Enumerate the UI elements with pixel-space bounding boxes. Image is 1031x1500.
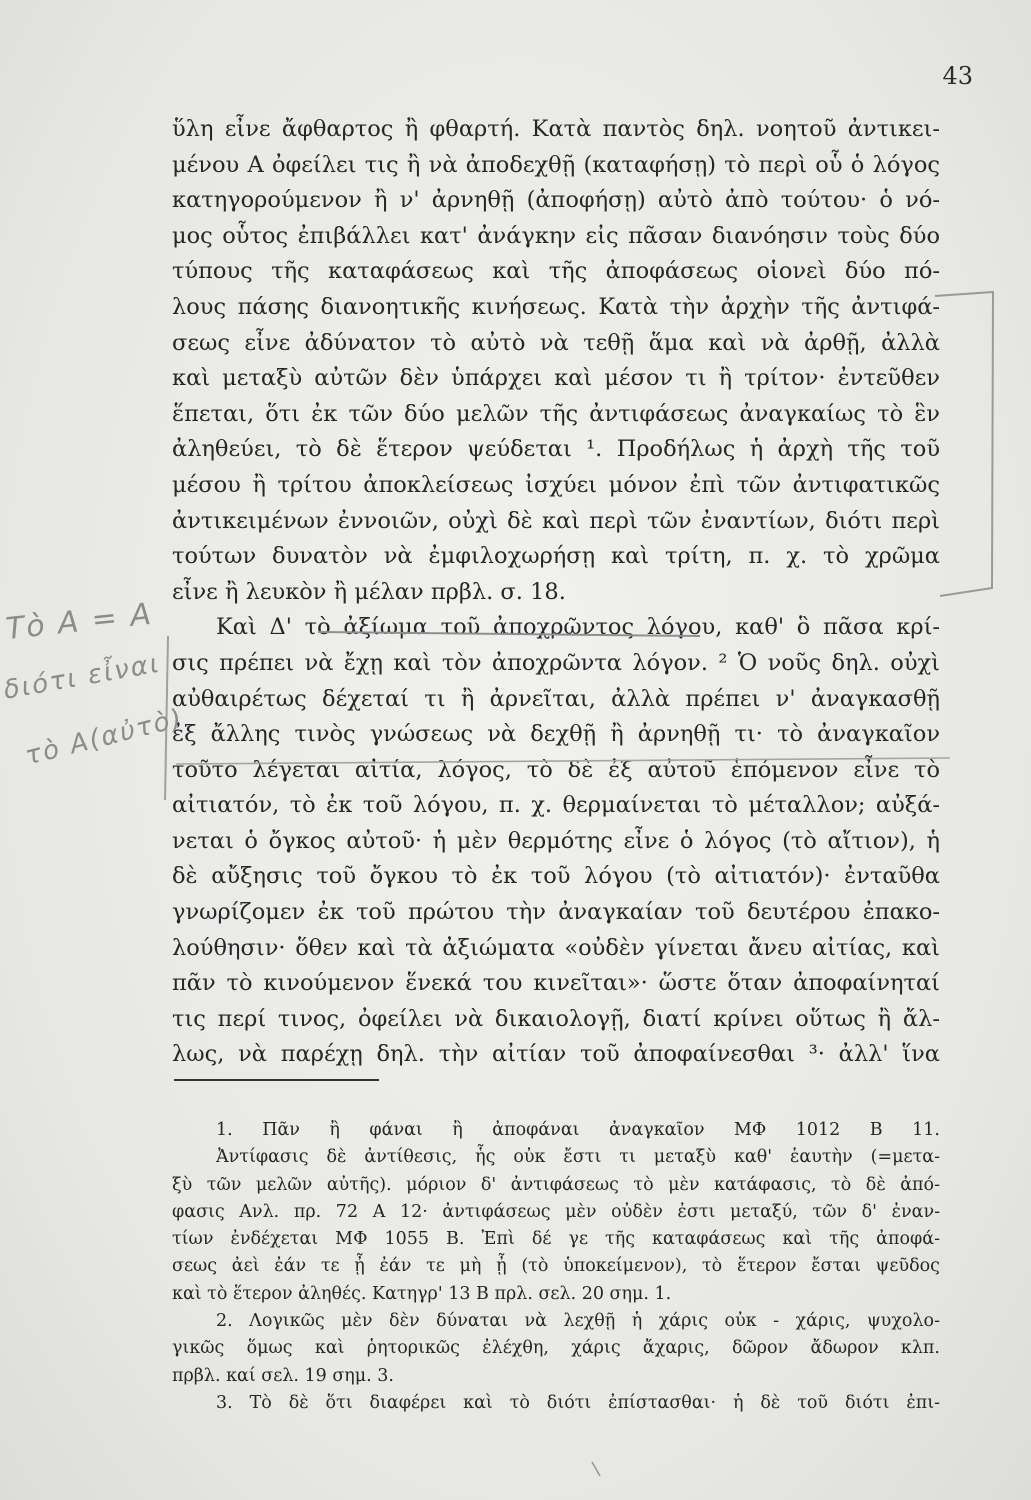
- footnote-line: 2. Λογικῶς μὲν δὲν δύναται νὰ λεχθῇ ἡ χάρις οὐκ - χάρις, ψυχολο-: [216, 1311, 940, 1332]
- text-line: λως, νὰ παρέχῃ δηλ. τὴν αἰτίαν τοῦ ἀποφαίνεσθαι ³· ἀλλ' ἵνα: [172, 1041, 940, 1068]
- footnote-line: ξὺ τῶν μελῶν αὐτῆς). μόριον δ' ἀντιφάσεως τὸ μὲν κατάφασις, τὸ δὲ ἀπό-: [172, 1174, 940, 1195]
- text-line: δὲ αὔξησις τοῦ ὄγκου τὸ ἐκ τοῦ λόγου (τὸ αἰτιατόν)· ἐνταῦθα: [172, 863, 940, 890]
- text-line: ἕπεται, ὅτι ἐκ τῶν δύο μελῶν τῆς ἀντιφάσεως ἀναγκαίως τὸ ἓν: [172, 400, 940, 427]
- text-line: μέσου ἢ τρίτου ἀποκλείσεως ἰσχύει μόνον ἐπὶ τῶν ἀντιφατικῶς: [172, 471, 940, 498]
- main-text-body: [172, 112, 940, 1073]
- text-line: σεως εἶνε ἀδύνατον τὸ αὐτὸ νὰ τεθῇ ἅμα καὶ νὰ ἀρθῇ, ἀλλὰ: [172, 329, 940, 356]
- text-line: ἐξ ἄλλης τινὸς γνώσεως νὰ δεχθῇ ἢ ἀρνηθῇ τι· τὸ ἀναγκαῖον: [172, 721, 940, 748]
- margin-note: διότι εἶναι: [1, 648, 163, 706]
- footnotes: [172, 1117, 940, 1417]
- text-line: τις περί τινος, ὀφείλει νὰ δικαιολογῇ, διατί κρίνει οὕτως ἢ ἄλ-: [172, 1005, 940, 1032]
- text-line: λούθησιν· ὅθεν καὶ τὰ ἀξιώματα «οὐδὲν γίνεται ἄνευ αἰτίας, καὶ: [172, 934, 940, 961]
- text-line: αἰτιατόν, τὸ ἐκ τοῦ λόγου, π. χ. θερμαίνεται τὸ μέταλλον; αὐξά-: [172, 792, 940, 819]
- text-line: τοῦτο λέγεται αἰτία, λόγος, τὸ δὲ ἐξ αὐτοῦ ἑπόμενον εἶνε τὸ: [172, 756, 940, 783]
- text-line: σις πρέπει νὰ ἔχῃ καὶ τὸν ἀποχρῶντα λόγον. ² Ὁ νοῦς δηλ. οὐχὶ: [172, 649, 940, 676]
- footnote-line: 3. Τὸ δὲ ὅτι διαφέρει καὶ τὸ διότι ἐπίστασθαι· ἡ δὲ τοῦ διότι ἐπι-: [216, 1392, 940, 1413]
- text-line: νεται ὁ ὄγκος αὐτοῦ· ἡ μὲν θερμότης εἶνε ὁ λόγος (τὸ αἴτιον), ἡ: [172, 827, 940, 854]
- footnote-line: καὶ τὸ ἕτερον ἀληθές. Κατηγρ' 13 Β πρλ. σελ. 20 σημ. 1.: [172, 1283, 672, 1304]
- text-line: εἶνε ἢ λευκὸν ἢ μέλαν πρβλ. σ. 18.: [172, 578, 566, 605]
- text-line: ἀληθεύει, τὸ δὲ ἕτερον ψεύδεται ¹. Προδήλως ἡ ἀρχὴ τῆς τοῦ: [172, 436, 940, 463]
- text-line: πᾶν τὸ κινούμενον ἕνεκά του κινεῖται»· ὥστε ὅταν ἀποφαίνηταί: [172, 970, 940, 997]
- footnote-line: σεως ἀεὶ ἐάν τε ᾖ ἐάν τε μὴ ᾖ (τὸ ὑποκείμενον), τὸ ἕτερον ἔσται ψεῦδος: [172, 1256, 940, 1277]
- margin-bracket: [935, 292, 993, 596]
- text-line: μένου Α ὀφείλει τις ἢ νὰ ἀποδεχθῇ (καταφήσῃ) τὸ περὶ οὗ ὁ λόγος: [172, 151, 940, 178]
- page-number: 43: [942, 62, 973, 90]
- text-line: ὕλη εἶνε ἄφθαρτος ἢ φθαρτή. Κατὰ παντὸς δηλ. νοητοῦ ἀντικει-: [172, 116, 940, 142]
- footnote-line: 1. Πᾶν ἢ φάναι ἢ ἀποφάναι ἀναγκαῖον ΜΦ 1012 Β 11.: [216, 1120, 940, 1140]
- text-line: κατηγορούμενον ἢ ν' ἀρνηθῇ (ἀποφήσῃ) αὐτὸ ἀπὸ τούτου· ὁ νό-: [172, 187, 940, 214]
- text-line: ἀντικειμένων ἐννοιῶν, οὐχὶ δὲ καὶ περὶ τῶν ἐναντίων, διότι περὶ: [172, 507, 940, 534]
- footnote-line: γικῶς ὅμως καὶ ῥητορικῶς ἐλέχθη, χάρις ἄχαρις, δῶρον ἄδωρον κλπ.: [172, 1338, 940, 1359]
- text-line: γνωρίζομεν ἐκ τοῦ πρώτου τὴν ἀναγκαίαν τοῦ δευτέρου ἐπακο-: [172, 899, 940, 926]
- footnote-line: πρβλ. καί σελ. 19 σημ. 3.: [172, 1365, 394, 1386]
- text-line: αὐθαιρέτως δέχεταί τι ἢ ἀρνεῖται, ἀλλὰ πρέπει ν' ἀναγκασθῇ: [172, 685, 940, 712]
- margin-note: τὸ Α(αὐτὸ): [22, 703, 187, 772]
- margin-note: Τὸ Α = Α: [4, 596, 155, 647]
- text-line: λους πάσης διανοητικῆς κινήσεως. Κατὰ τὴν ἀρχὴν τῆς ἀντιφά-: [172, 293, 940, 320]
- text-line: μος οὗτος ἐπιβάλλει κατ' ἀνάγκην εἰς πᾶσαν διανόησιν τοὺς δύο: [172, 222, 940, 249]
- text-line: τύπους τῆς καταφάσεως καὶ τῆς ἀποφάσεως οἱονεὶ δύο πό-: [172, 258, 940, 285]
- paragraph-start-line: Καὶ Δ' τὸ ἀξίωμα τοῦ ἀποχρῶντος λόγου, καθ' ὃ πᾶσα κρί-: [216, 614, 940, 641]
- text-line: τούτων δυνατὸν νὰ ἐμφιλοχωρήσῃ καὶ τρίτη, π. χ. τὸ χρῶμα: [172, 543, 940, 570]
- footnote-line: τίων ἐνδέχεται ΜΦ 1055 Β. Ἐπὶ δέ γε τῆς καταφάσεως καὶ τῆς ἀποφά-: [172, 1229, 940, 1250]
- footnote-line: φασις Ανλ. πρ. 72 Α 12· ἀντιφάσεως μὲν οὐδὲν ἐστι μεταξύ, τῶν δ' ἐναν-: [172, 1201, 940, 1222]
- footnote-separator: [174, 1079, 379, 1081]
- text-line: καὶ μεταξὺ αὐτῶν δὲν ὑπάρχει καὶ μέσον τι ἢ τρίτον· ἐντεῦθεν: [172, 365, 940, 392]
- footnote-line: Ἀντίφασις δὲ ἀντίθεσις, ἧς οὐκ ἔστι τι μεταξὺ καθ' ἑαυτὴν (=μετα-: [216, 1147, 940, 1168]
- footnote-tick: [592, 1462, 600, 1476]
